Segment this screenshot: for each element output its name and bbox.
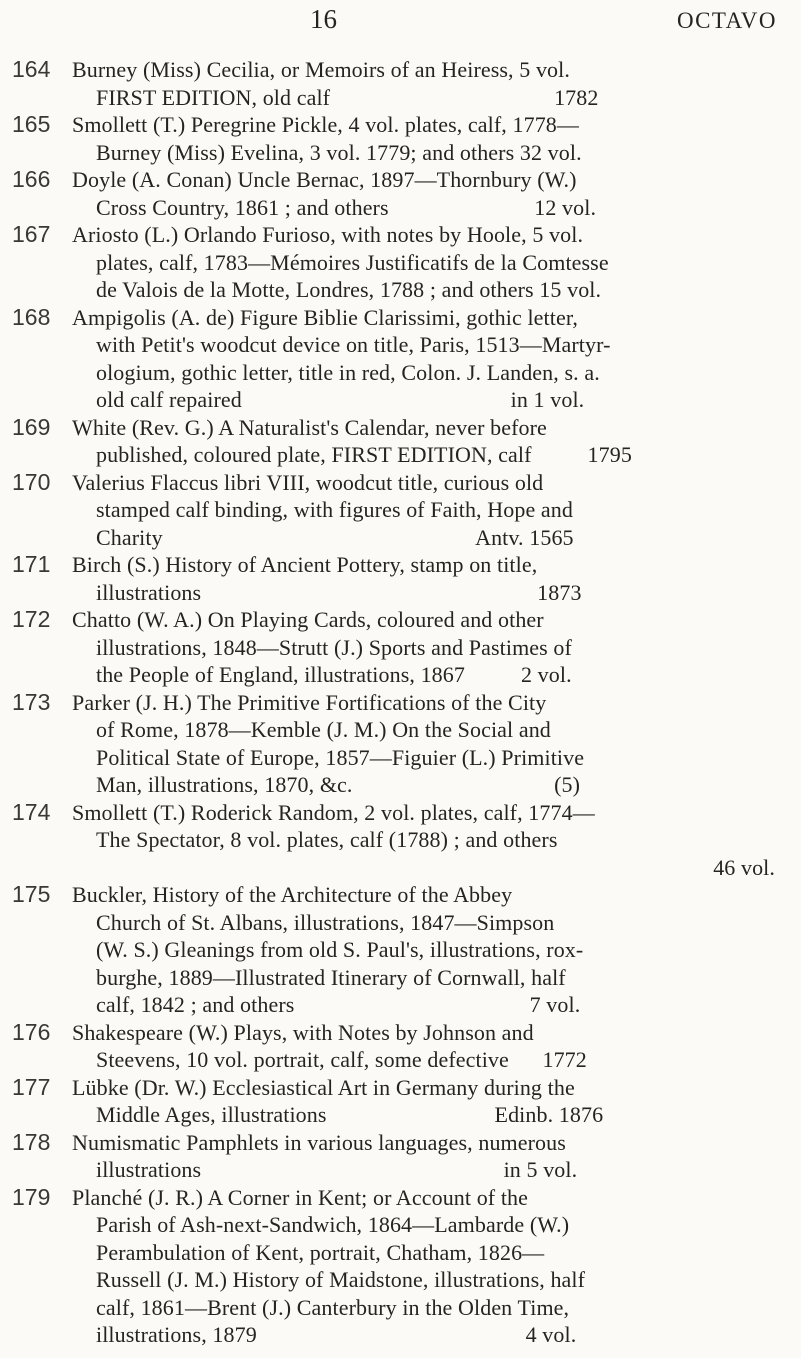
lot-entry	[0, 551, 801, 606]
lot-description-line: Charity Antv. 1565	[96, 524, 574, 550]
lot-description-line: Shakespeare (W.) Plays, with Notes by Johnson and	[72, 1019, 534, 1045]
lot-description-line: de Valois de la Motte, Londres, 1788 ; and others 15 vol.	[96, 277, 602, 302]
lot-description-line: Ariosto (L.) Orlando Furioso, with notes by Hoole, 5 vol.	[72, 222, 584, 247]
lot-description-line: Steevens, 10 vol. portrait, calf, some defective 1772	[96, 1047, 587, 1072]
lot-description-line: old calf repaired in 1 vol.	[96, 387, 585, 412]
lot-description-line: calf, 1861—Brent (J.) Canterbury in the Olden Time,	[96, 1294, 570, 1320]
lot-number: 169	[12, 413, 51, 440]
lot-description-line: of Rome, 1878—Kemble (J. M.) On the Social and	[96, 717, 551, 742]
lot-description-line: Lübke (Dr. W.) Ecclesiastical Art in Germany during the	[72, 1074, 575, 1100]
lot-description-line: Ampigolis (A. de) Figure Biblie Clarissimi, gothic letter,	[72, 304, 578, 330]
lot-description-line: plates, calf, 1783—Mémoires Justificatifs de la Comtesse	[96, 249, 609, 275]
lot-description-line: Middle Ages, illustrations Edinb. 1876	[96, 1102, 604, 1127]
lot-description-line: ologium, gothic letter, title in red, Colon. J. Landen, s. a.	[96, 359, 600, 385]
lot-number: 175	[12, 881, 51, 907]
lot-description-line: with Petit's woodcut device on title, Paris, 1513—Martyr-	[96, 332, 611, 357]
lot-entry	[0, 799, 801, 882]
lot-number: 174	[12, 798, 51, 825]
lot-number: 177	[12, 1073, 51, 1100]
lot-entry	[0, 469, 801, 552]
lot-description-line: Smollett (T.) Peregrine Pickle, 4 vol. plates, calf, 1778—	[72, 112, 579, 137]
lot-description-line: Russell (J. M.) History of Maidstone, illustrations, half	[96, 1267, 586, 1292]
lot-entry	[0, 166, 801, 221]
lot-entry	[0, 56, 801, 111]
lot-description-line: Chatto (W. A.) On Playing Cards, coloured and other	[72, 607, 544, 632]
lot-number: 165	[12, 111, 51, 137]
lot-description-line: illustrations 1873	[96, 579, 582, 605]
lot-description-line: the People of England, illustrations, 1867 2 vol.	[96, 662, 572, 687]
lot-description-line: illustrations, 1848—Strutt (J.) Sports and Pastimes of	[96, 634, 572, 660]
lot-entry	[0, 304, 801, 414]
lot-description-line: Smollett (T.) Roderick Random, 2 vol. plates, calf, 1774—	[72, 799, 595, 825]
lot-description-line: Valerius Flaccus libri VIII, woodcut title, curious old	[72, 469, 544, 495]
lot-description-line: stamped calf binding, with figures of Faith, Hope and	[96, 497, 573, 522]
lot-number: 164	[12, 56, 51, 82]
lot-number: 173	[12, 688, 51, 715]
lot-description-line: White (Rev. G.) A Naturalist's Calendar, never before	[72, 414, 547, 440]
section-title: OCTAVO	[676, 8, 777, 33]
lot-description-line: burghe, 1889—Illustrated Itinerary of Cornwall, half	[96, 964, 566, 990]
lot-number: 176	[12, 1018, 51, 1045]
page-header	[0, 4, 801, 48]
lot-entry	[0, 1019, 801, 1074]
lot-description-line: published, coloured plate, FIRST EDITION, calf 1795	[96, 442, 632, 467]
lot-description-line: Buckler, History of the Architecture of the Abbey	[72, 882, 513, 907]
lot-description-line: Church of St. Albans, illustrations, 1847—Simpson	[96, 909, 555, 935]
lot-description-line: Doyle (A. Conan) Uncle Bernac, 1897—Thornbury (W.)	[72, 167, 577, 192]
lot-entry	[0, 881, 801, 1019]
lot-description-line: Birch (S.) History of Ancient Pottery, stamp on title,	[72, 552, 538, 577]
lot-entry	[0, 414, 801, 469]
lot-description-line: (W. S.) Gleanings from old S. Paul's, illustrations, rox-	[96, 937, 584, 962]
lot-list	[0, 56, 801, 1349]
lot-description-line: illustrations, 1879 4 vol.	[96, 1322, 577, 1347]
lot-entry	[0, 1074, 801, 1129]
lot-description-line: Burney (Miss) Evelina, 3 vol. 1779; and others 32 vol.	[96, 139, 582, 165]
lot-description-line: Political State of Europe, 1857—Figuier (L.) Primitive	[96, 744, 585, 770]
lot-number: 167	[12, 221, 51, 247]
lot-number: 172	[12, 606, 51, 632]
lot-description-line: Perambulation of Kent, portrait, Chatham, 1826—	[96, 1239, 545, 1265]
lot-entry	[0, 111, 801, 166]
lot-number: 171	[12, 551, 51, 577]
lot-number: 168	[12, 303, 51, 330]
lot-description-line: Burney (Miss) Cecilia, or Memoirs of an Heiress, 5 vol.	[72, 57, 570, 82]
lot-entry	[0, 606, 801, 689]
lot-description-line: Man, illustrations, 1870, &c. (5)	[96, 772, 581, 797]
lot-description-line: FIRST EDITION, old calf 1782	[96, 84, 599, 110]
lot-entry	[0, 1129, 801, 1184]
lot-number: 166	[12, 166, 51, 192]
lot-description-line: Cross Country, 1861 ; and others 12 vol.	[96, 194, 597, 220]
lot-description-line: Planché (J. R.) A Corner in Kent; or Account of the	[72, 1184, 529, 1210]
lot-description-line: The Spectator, 8 vol. plates, calf (1788) ; and others	[96, 827, 558, 852]
lot-entry	[0, 689, 801, 799]
lot-description-line: illustrations in 5 vol.	[96, 1157, 578, 1182]
lot-number: 179	[12, 1183, 51, 1210]
lot-entry	[0, 1184, 801, 1349]
lot-description-line: Numismatic Pamphlets in various languages, numerous	[72, 1129, 566, 1155]
lot-number: 170	[12, 468, 51, 495]
lot-number: 178	[12, 1128, 51, 1155]
lot-description-line: calf, 1842 ; and others 7 vol.	[96, 992, 581, 1017]
lot-description-line: 46 vol.	[713, 854, 775, 880]
page-number: 16	[310, 4, 337, 34]
lot-description-line: Parish of Ash-next-Sandwich, 1864—Lambarde (W.)	[96, 1212, 570, 1237]
lot-description-line: Parker (J. H.) The Primitive Fortifications of the City	[72, 689, 547, 715]
lot-entry	[0, 221, 801, 304]
